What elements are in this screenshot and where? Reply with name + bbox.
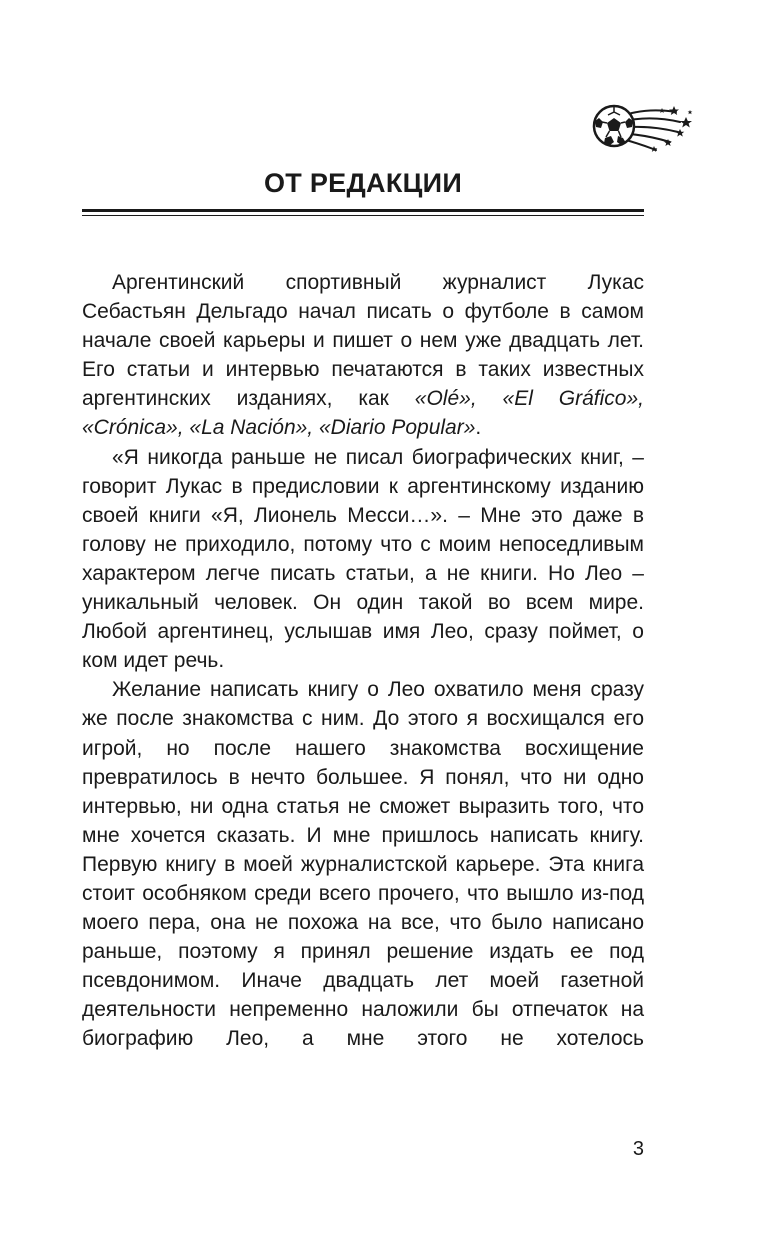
page-title: ОТ РЕДАКЦИИ — [263, 168, 463, 198]
soccer-ball-stars-icon — [590, 98, 700, 158]
paragraph-1-text: Аргентинский спортивный журналист Лукас Себастьян Дельгадо начал писать о футболе в самом начале своей карьеры и пишет о нем уже двадцать лет. Его статьи и интервью печатаются в таких известных аргентинских изданиях, как — [82, 271, 644, 411]
paragraph-1-end: . — [475, 416, 482, 440]
title-rule-thin — [82, 215, 644, 216]
article-body — [82, 268, 644, 1054]
title-rule-thick — [82, 209, 644, 212]
publication-names: «Olé», «El Gráfico», «Crónica», «La Nación», «Diario Popular» — [82, 387, 644, 440]
paragraph-1 — [82, 268, 644, 443]
paragraph-3: Желание написать книгу о Лео охватило меня сразу же после знакомства с ним. До этого я восхищался его игрой, но после нашего знакомства восхищение превратилось в нечто большее. Я понял, что ни одно интервью, ни одна статья не сможет выразить того, что мне хочется сказать. И мне пришлось написать книгу. Первую книгу в моей журналистской карьере. Эта книга стоит особняком среди всего прочего, что вышло из-под моего пера, она не похожа на все, что было написано раньше, поэтому я принял решение издать ее под псевдонимом. Иначе двадцать лет моей газетной деятельности непременно наложили бы отпечаток на биографию Лео, а мне этого не хотелось — [82, 678, 644, 1051]
page-number: 3 — [632, 1138, 644, 1160]
paragraph-2: «Я никогда раньше не писал биографических книг, – говорит Лукас в предисловии к аргентинскому изданию своей книги «Я, Лионель Месси…». – Мне это даже в голову не приходило, потому что с моим непоседливым характером легче писать статьи, а не книги. Но Лео – уникальный человек. Он один такой во всем мире. Любой аргентинец, услышав имя Лео, сразу поймет, о ком идет речь. — [82, 445, 644, 673]
